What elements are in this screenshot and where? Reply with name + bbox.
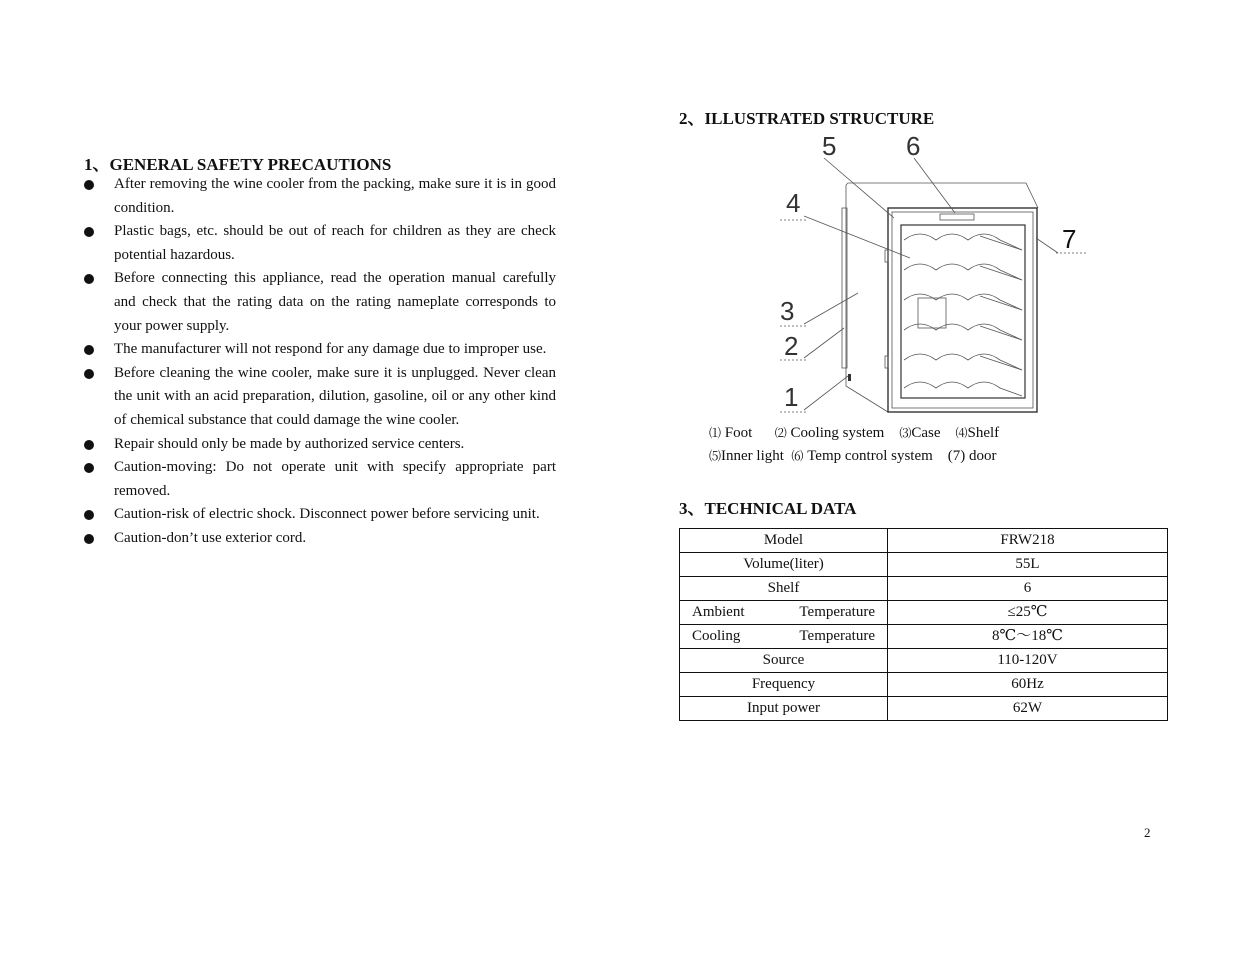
spec-value: 55L [888,553,1168,577]
spec-label [680,625,888,649]
spec-label: Volume(liter) [680,553,888,577]
list-item: Before cleaning the wine cooler, make sure it is unplugged. Never clean the unit with an acid preparation, dilution, gasoline, oil or any other kind of chemical substance that could damage the wine cooler. [84,362,556,433]
spec-label-part: Temperature [799,604,875,620]
spec-label: Model [680,529,888,553]
leader-line-7 [1036,238,1058,253]
spec-label-part: Temperature [799,628,875,644]
legend-inner-light: Inner light [721,448,784,464]
leader-line-6 [914,158,955,213]
safety-precautions-list [84,173,556,551]
spec-label-part: Ambient [692,604,745,620]
door-frame [888,208,1037,412]
spec-label: Source [680,649,888,673]
case-side-edge [846,185,888,412]
spec-label: Frequency [680,673,888,697]
technical-heading: 3、TECHNICAL DATA [679,499,857,518]
legend-num-cooling: ⑵ [774,426,787,440]
callout-3: 3 [780,296,795,326]
spec-value: 110-120V [888,649,1168,673]
legend-foot: Foot [724,425,753,441]
glass-panel [901,225,1025,398]
door-inner-frame [892,212,1033,408]
wine-cooler-diagram [760,128,1100,418]
list-item: Before connecting this appliance, read the operation manual carefully and check that the rating data on the rating nameplate corresponds to your power supply. [84,267,556,338]
table-row [680,673,1168,697]
list-item: Caution-risk of electric shock. Disconnect power before servicing unit. [84,503,556,527]
list-item: Caution-moving: Do not operate unit with specify appropriate part removed. [84,456,556,503]
page-number: 2 [1144,825,1151,840]
table-row [680,625,1168,649]
list-item: Caution-don’t use exterior cord. [84,527,556,551]
legend-cooling-system: Cooling system [790,425,885,441]
spec-value: 62W [888,697,1168,721]
table-row [680,529,1168,553]
table-row [680,601,1168,625]
spec-label: Input power [680,697,888,721]
inner-light-box [918,298,946,328]
legend-line-2 [709,447,997,465]
table-row [680,697,1168,721]
spec-label-part: Cooling [692,628,741,644]
legend-num-temp: ⑹ [791,449,804,463]
spec-value: 60Hz [888,673,1168,697]
list-item: After removing the wine cooler from the packing, make sure it is in good condition. [84,173,556,220]
spec-value: 8℃～18℃ [888,625,1168,649]
legend-door: (7) door [947,448,997,464]
callout-6: 6 [906,131,921,161]
callout-2: 2 [784,331,799,361]
legend-shelf: Shelf [967,425,1000,441]
table-row [680,649,1168,673]
callout-4: 4 [786,188,801,218]
legend-temp-control: Temp control system [807,448,933,464]
callout-5: 5 [822,131,837,161]
spec-label [680,601,888,625]
shelves [904,234,1022,396]
leader-line-2 [804,328,844,358]
list-item: Repair should only be made by authorized service centers. [84,433,556,457]
callout-1: 1 [784,382,799,412]
control-panel [940,214,974,220]
legend-line-1 [709,424,999,442]
spec-label: Shelf [680,577,888,601]
leader-line-1 [804,376,848,410]
spec-value: FRW218 [888,529,1168,553]
technical-data-table [679,528,1168,721]
legend-case: Case [911,425,941,441]
list-item: The manufacturer will not respond for any damage due to improper use. [84,338,556,362]
safety-heading: 1、GENERAL SAFETY PRECAUTIONS [84,155,392,174]
legend-num-case: ⑶ [899,426,912,440]
leader-line-3 [804,293,858,324]
leader-line-4 [804,216,910,258]
table-row [680,577,1168,601]
legend-num-foot: ⑴ [709,426,722,440]
legend-num-shelf: ⑷ [955,426,968,440]
structure-heading: 2、ILLUSTRATED STRUCTURE [679,109,935,128]
spec-value: ≤25℃ [888,601,1168,625]
spec-value: 6 [888,577,1168,601]
foot-mark [848,374,851,381]
leader-line-5 [824,158,894,218]
table-row [680,553,1168,577]
legend-num-light: ⑸ [709,449,722,463]
list-item: Plastic bags, etc. should be out of reach for children as they are check potential hazardous. [84,220,556,267]
callout-7: 7 [1062,224,1077,254]
